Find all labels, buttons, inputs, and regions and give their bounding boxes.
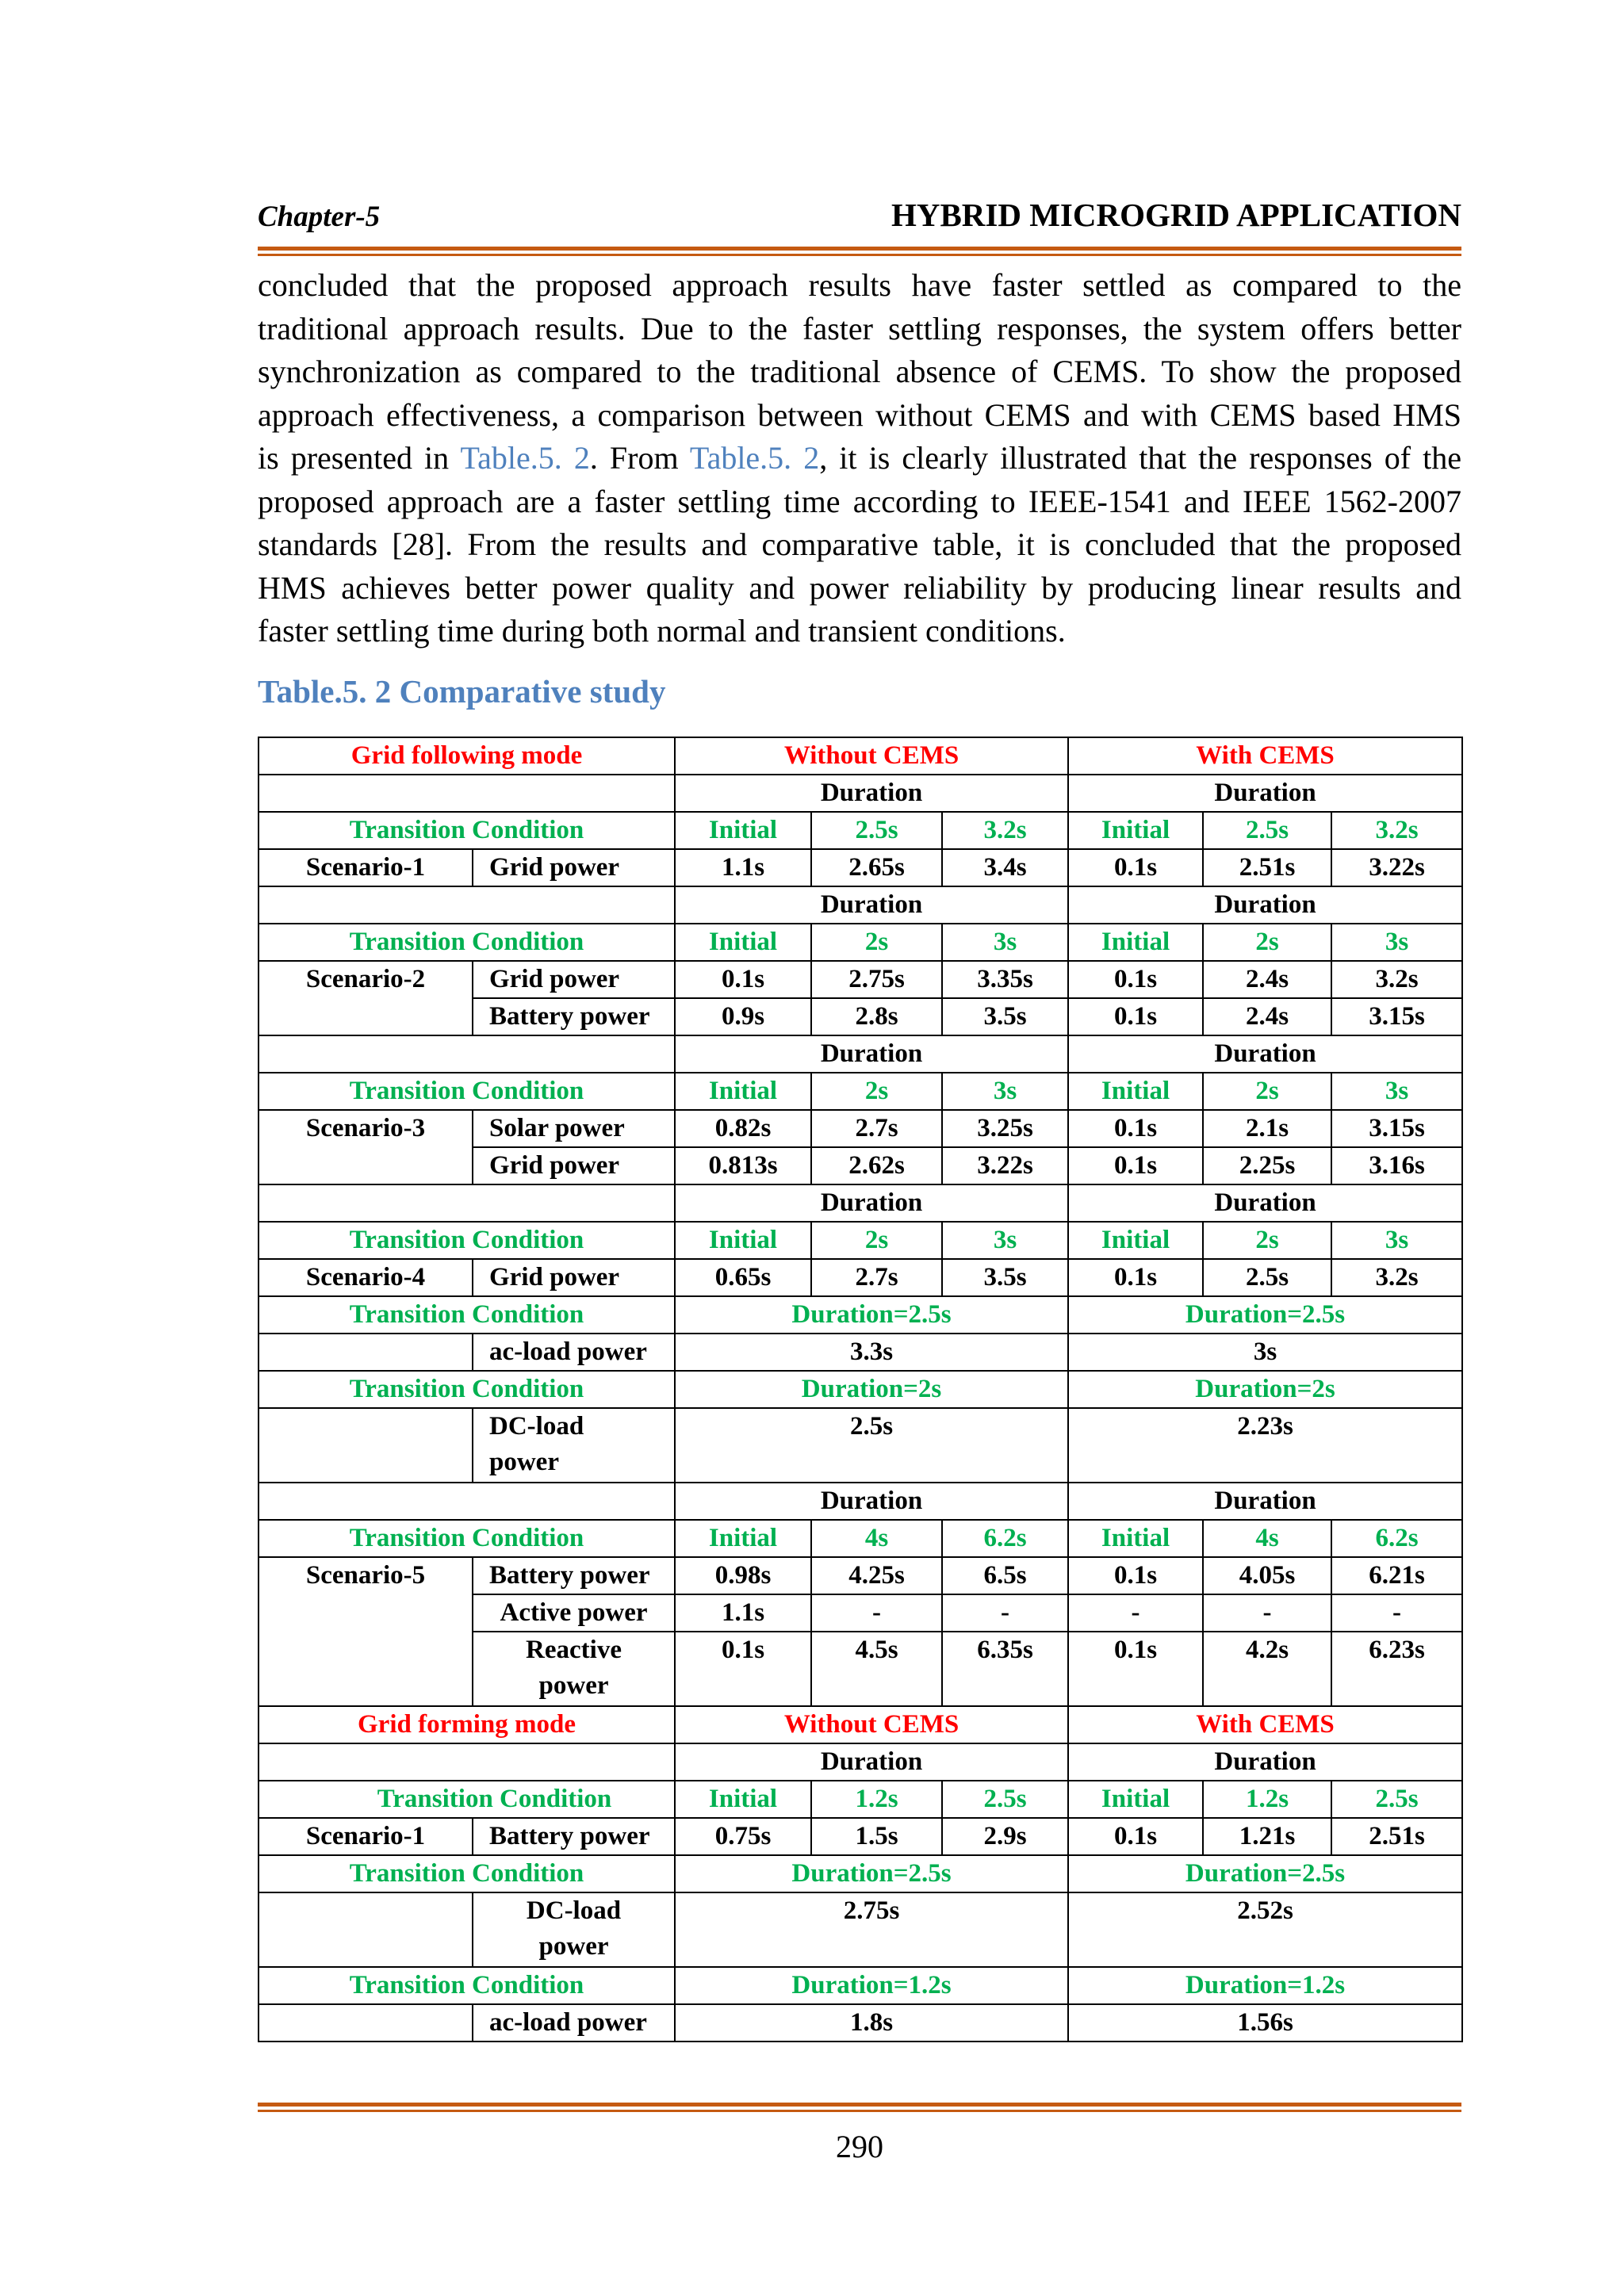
- table-row: [259, 1035, 1462, 1073]
- with-cems-header: With CEMS: [1068, 1706, 1462, 1743]
- duration-header: Duration: [1068, 1743, 1462, 1781]
- transition-time: Initial: [1068, 1222, 1203, 1259]
- settling-time-value: 2.7s: [811, 1259, 942, 1296]
- settling-time-value: 0.1s: [1068, 1818, 1203, 1855]
- paragraph-line: faster settling time during both normal and transient conditions.: [258, 613, 1066, 649]
- table-row: [259, 924, 1462, 961]
- table-row: [259, 1110, 1462, 1147]
- duration-header: Duration: [1068, 886, 1462, 924]
- duration-header: Duration: [1068, 1184, 1462, 1222]
- settling-time-value: 2.65s: [811, 849, 942, 886]
- settling-time-value: 1.1s: [675, 1594, 811, 1632]
- settling-time-value: 2.75s: [811, 961, 942, 998]
- quantity-label: Battery power: [473, 1557, 675, 1594]
- settling-time-value: 0.9s: [675, 998, 811, 1035]
- settling-time-value: 3.5s: [942, 1259, 1068, 1296]
- page-number: 290: [836, 2129, 883, 2164]
- table-row: [259, 1818, 1462, 1855]
- paragraph-line: standards [28]. From the results and comparative table, it is concluded that the proposed: [258, 526, 1461, 562]
- settling-time-value: 3.3s: [675, 1334, 1068, 1371]
- settling-time-value: 4.5s: [811, 1632, 942, 1706]
- settling-time-value: 1.8s: [675, 2004, 1068, 2042]
- settling-time-value: 3.16s: [1331, 1147, 1462, 1184]
- scenario-label: Scenario-1: [259, 849, 473, 886]
- paragraph-text: , it is clearly illustrated that the responses of the: [819, 440, 1461, 476]
- quantity-label: Solar power: [473, 1110, 675, 1147]
- footer-rule: [258, 2103, 1461, 2112]
- transition-duration: Duration=2.5s: [675, 1855, 1068, 1892]
- settling-time-value: -: [1068, 1594, 1203, 1632]
- paragraph-text: is presented in: [258, 440, 461, 476]
- settling-time-value: 3.2s: [1331, 1259, 1462, 1296]
- transition-time: Initial: [1068, 812, 1203, 849]
- transition-time: 2s: [811, 1073, 942, 1110]
- table-row: [259, 1334, 1462, 1371]
- transition-time: 2s: [1203, 1073, 1331, 1110]
- settling-time-value: 0.1s: [1068, 1557, 1203, 1594]
- table-row: [259, 849, 1462, 886]
- table-row: [259, 961, 1462, 998]
- scenario-label: Scenario-3: [259, 1110, 473, 1184]
- transition-condition-label: Transition Condition: [259, 1520, 675, 1557]
- quantity-label: Battery power: [473, 998, 675, 1035]
- table-row: [259, 1259, 1462, 1296]
- empty-cell: [259, 1035, 675, 1073]
- transition-time: 2s: [811, 924, 942, 961]
- transition-time: 4s: [811, 1520, 942, 1557]
- settling-time-value: 6.21s: [1331, 1557, 1462, 1594]
- empty-cell: [259, 1892, 473, 1967]
- settling-time-value: -: [1331, 1594, 1462, 1632]
- settling-time-value: 2.51s: [1203, 849, 1331, 886]
- transition-time: Initial: [675, 1073, 811, 1110]
- quantity-label-line: Reactive: [526, 1636, 622, 1664]
- settling-time-value: 0.1s: [1068, 1110, 1203, 1147]
- quantity-label: Active power: [473, 1594, 675, 1632]
- settling-time-value: 2.7s: [811, 1110, 942, 1147]
- transition-time: 2s: [1203, 924, 1331, 961]
- transition-condition-label: Transition Condition: [259, 1855, 675, 1892]
- settling-time-value: 0.1s: [1068, 961, 1203, 998]
- table-row: [259, 1892, 1462, 1967]
- quantity-label: Grid power: [473, 961, 675, 998]
- settling-time-value: 6.23s: [1331, 1632, 1462, 1706]
- settling-time-value: 0.98s: [675, 1557, 811, 1594]
- table-row: [259, 1967, 1462, 2004]
- header-rule: [258, 247, 1461, 256]
- quantity-label-line: power: [538, 1932, 609, 1961]
- settling-time-value: 2.5s: [1203, 1259, 1331, 1296]
- duration-header: Duration: [675, 886, 1068, 924]
- settling-time-value: 1.5s: [811, 1818, 942, 1855]
- settling-time-value: 2.4s: [1203, 961, 1331, 998]
- settling-time-value: 3.4s: [942, 849, 1068, 886]
- transition-condition-label: Transition Condition: [259, 1073, 675, 1110]
- quantity-label: [473, 1892, 675, 1967]
- scenario-label: Scenario-5: [259, 1557, 473, 1706]
- table-row: [259, 886, 1462, 924]
- transition-condition-label: Transition Condition: [259, 812, 675, 849]
- paragraph-line: concluded that the proposed approach results have faster settled as compared to the: [258, 267, 1461, 303]
- settling-time-value: 2.75s: [675, 1892, 1068, 1967]
- table-row: [259, 1520, 1462, 1557]
- paragraph-line: HMS achieves better power quality and power reliability by producing linear results and: [258, 569, 1461, 606]
- transition-time: 3s: [1331, 1073, 1462, 1110]
- table-row: [259, 1073, 1462, 1110]
- quantity-label-line: DC-load: [526, 1896, 622, 1925]
- transition-time: 2.5s: [942, 1781, 1068, 1818]
- settling-time-value: 3s: [1068, 1334, 1462, 1371]
- empty-cell: [259, 886, 675, 924]
- quantity-label: Battery power: [473, 1818, 675, 1855]
- without-cems-header: Without CEMS: [675, 737, 1068, 775]
- table-row: [259, 1483, 1462, 1520]
- settling-time-value: 2.1s: [1203, 1110, 1331, 1147]
- duration-header: Duration: [1068, 775, 1462, 812]
- settling-time-value: 6.5s: [942, 1557, 1068, 1594]
- quantity-label-line: power: [489, 1448, 559, 1476]
- settling-time-value: 0.65s: [675, 1259, 811, 1296]
- transition-time: 2s: [811, 1222, 942, 1259]
- mode-header: Grid forming mode: [259, 1706, 675, 1743]
- settling-time-value: 4.2s: [1203, 1632, 1331, 1706]
- transition-time: 3.2s: [1331, 812, 1462, 849]
- settling-time-value: 0.75s: [675, 1818, 811, 1855]
- transition-time: 3.2s: [942, 812, 1068, 849]
- transition-duration: Duration=1.2s: [1068, 1967, 1462, 2004]
- settling-time-value: 2.52s: [1068, 1892, 1462, 1967]
- settling-time-value: 6.35s: [942, 1632, 1068, 1706]
- settling-time-value: 0.1s: [1068, 1147, 1203, 1184]
- transition-condition-label: Transition Condition: [259, 1371, 675, 1408]
- transition-time: 2.5s: [1331, 1781, 1462, 1818]
- transition-time: Initial: [675, 812, 811, 849]
- table-row: [259, 2004, 1462, 2042]
- quantity-label: ac-load power: [473, 1334, 675, 1371]
- paragraph-text: . From: [589, 440, 690, 476]
- empty-cell: [259, 1184, 675, 1222]
- empty-cell: [259, 1743, 675, 1781]
- transition-time: Initial: [1068, 1781, 1203, 1818]
- scenario-label: Scenario-1: [259, 1818, 473, 1855]
- table-row: [259, 1371, 1462, 1408]
- comparison-table: [258, 737, 1463, 2042]
- duration-header: Duration: [675, 1184, 1068, 1222]
- table-row: [259, 1296, 1462, 1334]
- transition-time: 3s: [942, 924, 1068, 961]
- settling-time-value: 3.35s: [942, 961, 1068, 998]
- settling-time-value: 0.1s: [1068, 1259, 1203, 1296]
- transition-condition-label: Transition Condition: [259, 1967, 675, 2004]
- settling-time-value: 0.1s: [675, 1632, 811, 1706]
- settling-time-value: 2.9s: [942, 1818, 1068, 1855]
- quantity-label: ac-load power: [473, 2004, 675, 2042]
- settling-time-value: 2.4s: [1203, 998, 1331, 1035]
- settling-time-value: 3.15s: [1331, 998, 1462, 1035]
- transition-time: Initial: [675, 924, 811, 961]
- table-caption: Table.5. 2 Comparative study: [258, 673, 666, 710]
- settling-time-value: 0.1s: [1068, 1632, 1203, 1706]
- settling-time-value: 2.51s: [1331, 1818, 1462, 1855]
- paragraph-line: [258, 437, 1461, 480]
- transition-time: 3s: [942, 1222, 1068, 1259]
- settling-time-value: 0.813s: [675, 1147, 811, 1184]
- settling-time-value: 4.05s: [1203, 1557, 1331, 1594]
- transition-time: 4s: [1203, 1520, 1331, 1557]
- table-row: [259, 812, 1462, 849]
- with-cems-header: With CEMS: [1068, 737, 1462, 775]
- scenario-label: Scenario-4: [259, 1259, 473, 1296]
- mode-header: Grid following mode: [259, 737, 675, 775]
- settling-time-value: -: [942, 1594, 1068, 1632]
- quantity-label: [473, 1632, 675, 1706]
- table-row: [259, 1184, 1462, 1222]
- transition-duration: Duration=2s: [675, 1371, 1068, 1408]
- settling-time-value: 0.82s: [675, 1110, 811, 1147]
- transition-time: 2.5s: [1203, 812, 1331, 849]
- empty-cell: [259, 2004, 473, 2042]
- settling-time-value: 1.56s: [1068, 2004, 1462, 2042]
- duration-header: Duration: [1068, 1035, 1462, 1073]
- empty-cell: [259, 775, 675, 812]
- settling-time-value: 0.1s: [675, 961, 811, 998]
- transition-time: Initial: [675, 1781, 811, 1818]
- quantity-label: Grid power: [473, 849, 675, 886]
- transition-duration: Duration=2.5s: [675, 1296, 1068, 1334]
- duration-header: Duration: [675, 1743, 1068, 1781]
- without-cems-header: Without CEMS: [675, 1706, 1068, 1743]
- transition-time: 6.2s: [1331, 1520, 1462, 1557]
- quantity-label-line: DC-load: [489, 1412, 584, 1441]
- transition-time: 3s: [1331, 924, 1462, 961]
- transition-time: 1.2s: [811, 1781, 942, 1818]
- chapter-title: HYBRID MICROGRID APPLICATION: [891, 197, 1461, 233]
- settling-time-value: -: [1203, 1594, 1331, 1632]
- settling-time-value: -: [811, 1594, 942, 1632]
- transition-time: 1.2s: [1203, 1781, 1331, 1818]
- quantity-label-line: power: [538, 1671, 609, 1700]
- chapter-label: Chapter-5: [258, 201, 381, 233]
- table-reference-link[interactable]: Table.5. 2: [689, 440, 820, 476]
- duration-header: Duration: [1068, 1483, 1462, 1520]
- duration-header: Duration: [675, 1483, 1068, 1520]
- empty-cell: [259, 1483, 675, 1520]
- transition-time: 6.2s: [942, 1520, 1068, 1557]
- duration-header: Duration: [675, 775, 1068, 812]
- settling-time-value: 2.25s: [1203, 1147, 1331, 1184]
- empty-cell: [259, 1334, 473, 1371]
- table-row: [259, 737, 1462, 775]
- settling-time-value: 1.21s: [1203, 1818, 1331, 1855]
- empty-cell: [259, 1408, 473, 1483]
- duration-header: Duration: [675, 1035, 1068, 1073]
- transition-time: 3s: [1331, 1222, 1462, 1259]
- settling-time-value: 3.5s: [942, 998, 1068, 1035]
- paragraph-line: synchronization as compared to the traditional absence of CEMS. To show the proposed: [258, 354, 1461, 389]
- transition-time: Initial: [1068, 1073, 1203, 1110]
- body-paragraph: [258, 264, 1461, 653]
- settling-time-value: 3.25s: [942, 1110, 1068, 1147]
- table-row: [259, 1222, 1462, 1259]
- transition-duration: Duration=2s: [1068, 1371, 1462, 1408]
- settling-time-value: 2.8s: [811, 998, 942, 1035]
- transition-condition-label: Transition Condition: [259, 1222, 675, 1259]
- transition-duration: Duration=1.2s: [675, 1967, 1068, 2004]
- transition-condition-label: Transition Condition: [259, 1296, 675, 1334]
- settling-time-value: 2.62s: [811, 1147, 942, 1184]
- settling-time-value: 4.25s: [811, 1557, 942, 1594]
- transition-time: Initial: [1068, 1520, 1203, 1557]
- settling-time-value: 3.2s: [1331, 961, 1462, 998]
- table-row: [259, 775, 1462, 812]
- transition-time: Initial: [675, 1520, 811, 1557]
- table-row: [259, 1706, 1462, 1743]
- settling-time-value: 1.1s: [675, 849, 811, 886]
- quantity-label: [473, 1408, 675, 1483]
- settling-time-value: 3.22s: [942, 1147, 1068, 1184]
- settling-time-value: 0.1s: [1068, 998, 1203, 1035]
- transition-time: 2.5s: [811, 812, 942, 849]
- paragraph-line: approach effectiveness, a comparison between without CEMS and with CEMS based HMS: [258, 396, 1461, 433]
- transition-duration: Duration=2.5s: [1068, 1855, 1462, 1892]
- table-reference-link[interactable]: Table.5. 2: [460, 440, 590, 476]
- transition-time: 3s: [942, 1073, 1068, 1110]
- paragraph-line: traditional approach results. Due to the faster settling responses, the system offers better: [258, 310, 1461, 346]
- settling-time-value: 2.5s: [675, 1408, 1068, 1483]
- transition-time: Initial: [675, 1222, 811, 1259]
- quantity-label: Grid power: [473, 1147, 675, 1184]
- page-header: [258, 193, 1461, 235]
- quantity-label: Grid power: [473, 1259, 675, 1296]
- transition-condition-label: Transition Condition: [259, 924, 675, 961]
- scenario-label: Scenario-2: [259, 961, 473, 1035]
- settling-time-value: 0.1s: [1068, 849, 1203, 886]
- transition-duration: Duration=2.5s: [1068, 1296, 1462, 1334]
- table-row: [259, 1557, 1462, 1594]
- paragraph-line: proposed approach are a faster settling time according to IEEE-1541 and IEEE 1562-2007: [258, 483, 1461, 519]
- table-row: [259, 1743, 1462, 1781]
- transition-time: Initial: [1068, 924, 1203, 961]
- settling-time-value: 3.22s: [1331, 849, 1462, 886]
- transition-condition-label: Transition Condition: [259, 1781, 675, 1818]
- table-row: [259, 1855, 1462, 1892]
- table-row: [259, 1781, 1462, 1818]
- table-row: [259, 1408, 1462, 1483]
- transition-time: 2s: [1203, 1222, 1331, 1259]
- settling-time-value: 2.23s: [1068, 1408, 1462, 1483]
- settling-time-value: 3.15s: [1331, 1110, 1462, 1147]
